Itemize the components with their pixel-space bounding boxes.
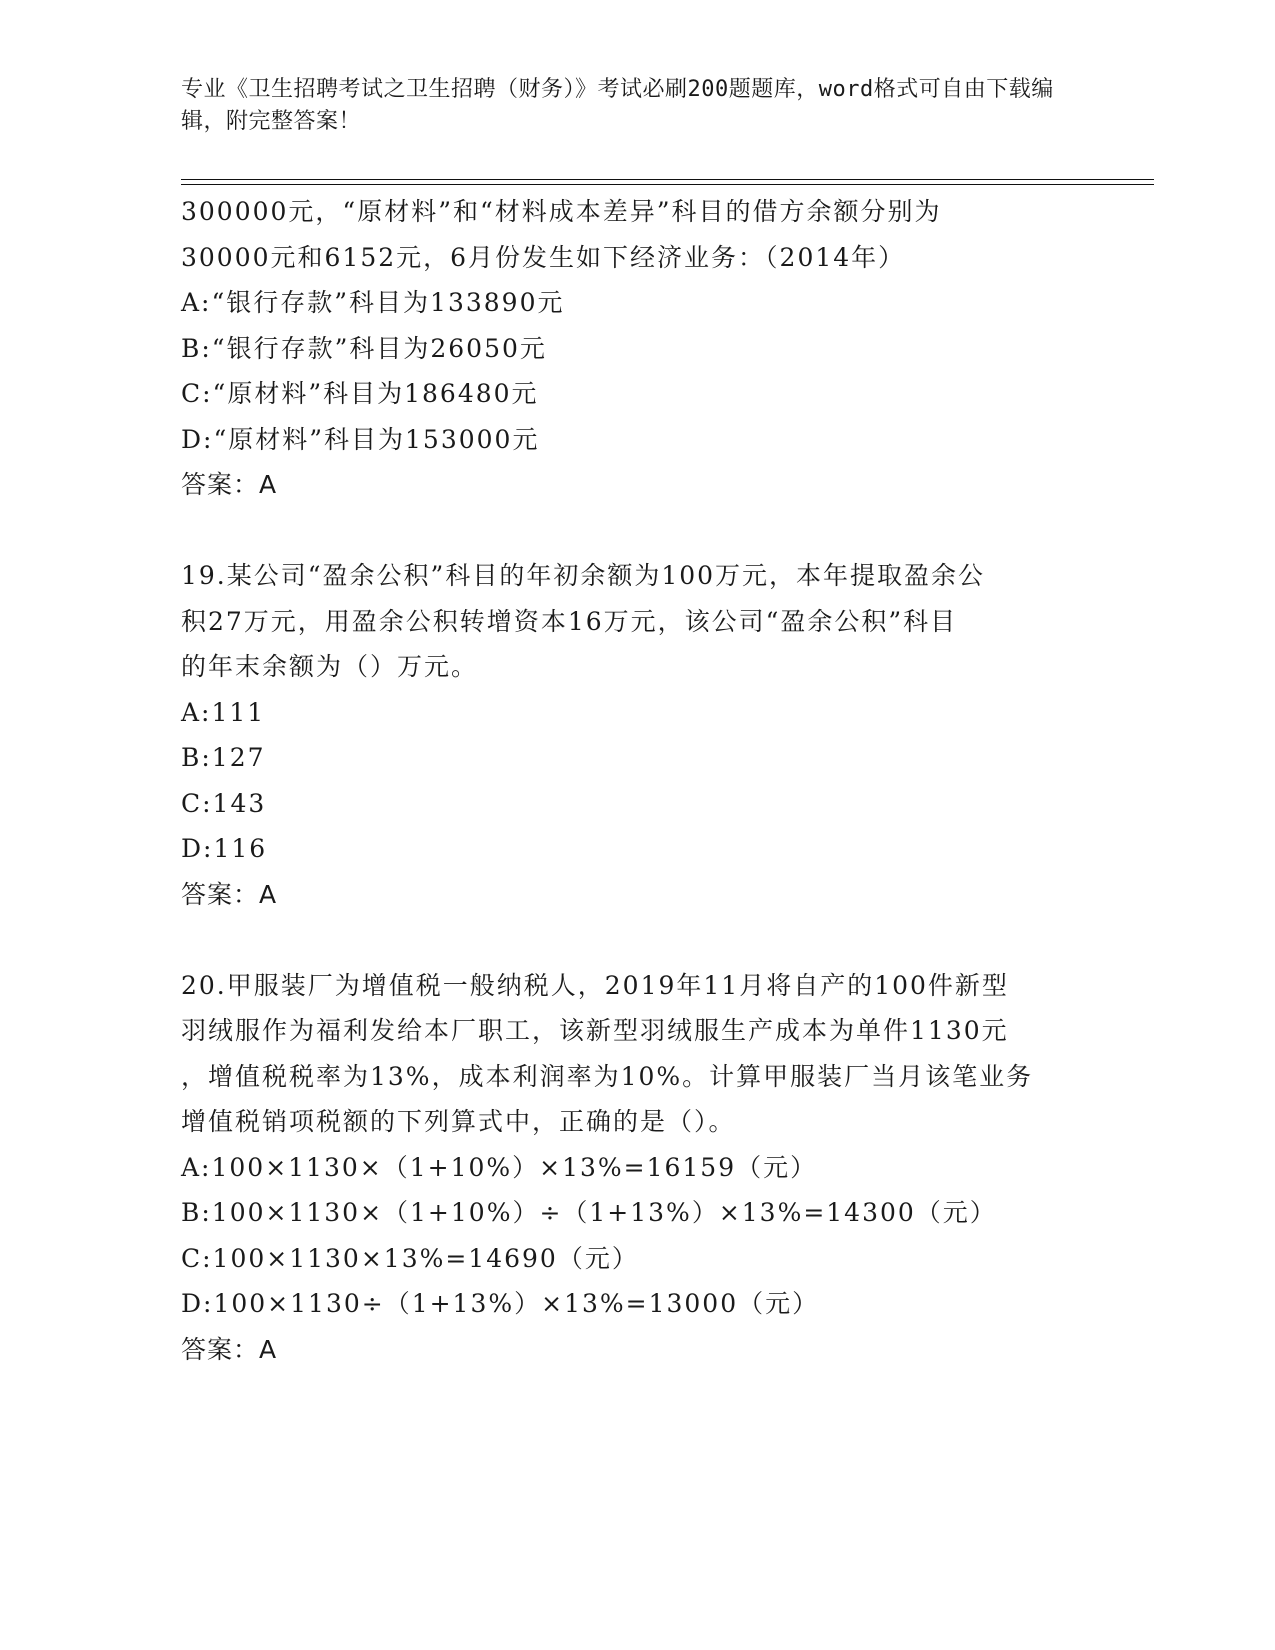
option-d: D:116 xyxy=(181,834,268,863)
question-stem-line: 积27万元，用盈余公积转增资本16万元，该公司“盈余公积”科目 xyxy=(181,606,958,636)
question-stem-line: 的年末余额为（）万元。 xyxy=(181,652,479,681)
option-d: D:“原材料”科目为153000元 xyxy=(181,424,540,454)
question-stem-line: 20.甲服装厂为增值税一般纳税人，2019年11月将自产的100件新型 xyxy=(181,970,1009,1000)
answer-line: 答案：A xyxy=(181,879,278,909)
header-divider-bottom xyxy=(181,184,1154,185)
question-20 xyxy=(181,963,1081,1373)
question-spacer xyxy=(181,508,1081,554)
header-divider-top xyxy=(181,179,1154,180)
option-c: C:100×1130×13%=14690（元） xyxy=(181,1243,639,1273)
option-b: B:100×1130×（1+10%）÷（1+13%）×13%=14300（元） xyxy=(181,1198,997,1227)
question-19 xyxy=(181,553,1081,917)
option-a: A:100×1130×（1+10%）×13%=16159（元） xyxy=(181,1152,818,1182)
question-content xyxy=(181,189,1081,1372)
option-b: B:“银行存款”科目为26050元 xyxy=(181,333,547,363)
question-stem-line: 30000元和6152元，6月份发生如下经济业务：（2014年） xyxy=(181,242,906,272)
question-spacer xyxy=(181,917,1081,963)
answer-line: 答案：A xyxy=(181,1334,278,1364)
answer-line: 答案：A xyxy=(181,470,278,499)
question-stem-line: 羽绒服作为福利发给本厂职工，该新型羽绒服生产成本为单件1130元 xyxy=(181,1016,1009,1045)
document-header: 专业《卫生招聘考试之卫生招聘（财务）》考试必刷200题题库，word格式可自由下载编辑，附完整答案！ xyxy=(181,77,1054,134)
option-b: B:127 xyxy=(181,743,266,772)
option-c: C:143 xyxy=(181,788,267,818)
question-stem-line: 300000元，“原材料”和“材料成本差异”科目的借方余额分别为 xyxy=(181,197,942,226)
option-d: D:100×1130÷（1+13%）×13%=13000（元） xyxy=(181,1289,820,1318)
question-stem-line: 增值税销项税额的下列算式中，正确的是（）。 xyxy=(181,1107,736,1136)
question-stem-line: ，增值税税率为13%，成本利润率为10%。计算甲服装厂当月该笔业务 xyxy=(181,1061,1034,1091)
option-a: A:111 xyxy=(181,697,266,727)
option-a: A:“银行存款”科目为133890元 xyxy=(181,288,565,317)
question-stem-line: 19.某公司“盈余公积”科目的年初余额为100万元，本年提取盈余公 xyxy=(181,561,986,590)
question-18 xyxy=(181,189,1081,508)
option-c: C:“原材料”科目为186480元 xyxy=(181,379,539,408)
